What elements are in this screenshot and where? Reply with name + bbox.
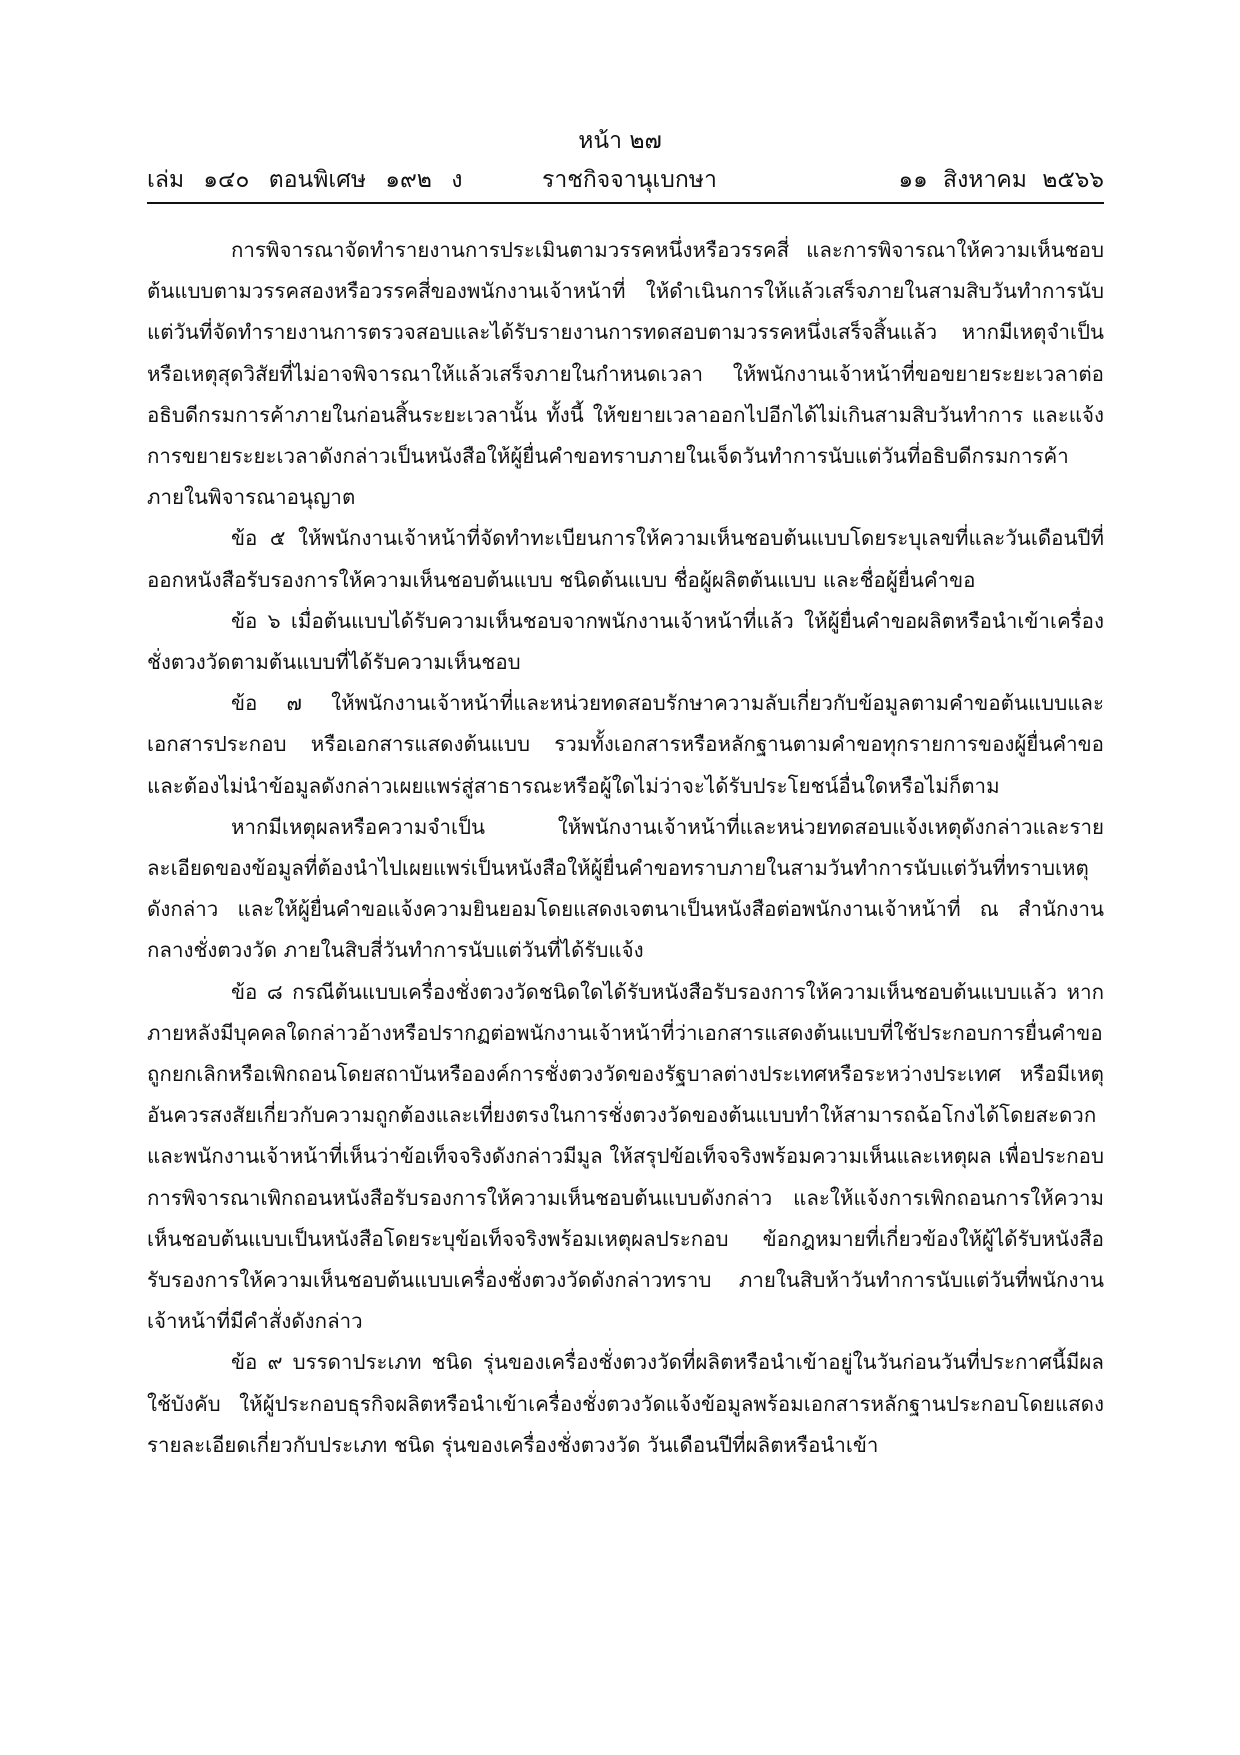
header-divider [147, 202, 1104, 204]
document-body [147, 230, 1104, 1466]
clause-9: ข้อ ๙ บรรดาประเภท ชนิด รุ่นของเครื่องชั่งตวงวัดที่ผลิตหรือนำเข้าอยู่ในวันก่อนวันที่ประกาศนี้มีผลใช้บังคับ ให้ผู้ประกอบธุรกิจผลิตหรือนำเข้าเครื่องชั่งตวงวัดแจ้งข้อมูลพร้อมเอกสารหลักฐานประกอบโดยแสดงรายละเอียดเกี่ยวกับประเภท ชนิด รุ่นของเครื่องชั่งตวงวัด วันเดือนปีที่ผลิตหรือนำเข้า [147, 1350, 1104, 1457]
volume-issue: เล่ม ๑๔๐ ตอนพิเศษ ๑๙๒ ง [147, 167, 463, 193]
gazette-header [147, 164, 1104, 198]
paragraph: การพิจารณาจัดทำรายงานการประเมินตามวรรคหนึ่งหรือวรรคสี่ และการพิจารณาให้ความเห็นชอบต้นแบบตามวรรคสองหรือวรรคสี่ของพนักงานเจ้าหน้าที่ ให้ดำเนินการให้แล้วเสร็จภายในสามสิบวันทำการนับแต่วันที่จัดทำรายงานการตรวจสอบและได้รับรายงานการทดสอบตามวรรคหนึ่งเสร็จสิ้นแล้ว หากมีเหตุจำเป็นหรือเหตุสุดวิสัยที่ไม่อาจพิจารณาให้แล้วเสร็จภายในกำหนดเวลา ให้พนักงานเจ้าหน้าที่ขอขยายระยะเวลาต่ออธิบดีกรมการค้าภายในก่อนสิ้นระยะเวลานั้น ทั้งนี้ ให้ขยายเวลาออกไปอีกได้ไม่เกินสามสิบวันทำการ และแจ้งการขยายระยะเวลาดังกล่าวเป็นหนังสือให้ผู้ยื่นคำขอทราบภายในเจ็ดวันทำการนับแต่วันที่อธิบดีกรมการค้าภายในพิจารณาอนุญาต [147, 238, 1104, 510]
publication-title: ราชกิจจานุเบกษา [542, 167, 717, 193]
clause-5: ข้อ ๕ ให้พนักงานเจ้าหน้าที่จัดทำทะเบียนการให้ความเห็นชอบต้นแบบโดยระบุเลขที่และวันเดือนปีที่ออกหนังสือรับรองการให้ความเห็นชอบต้นแบบ ชนิดต้นแบบ ชื่อผู้ผลิตต้นแบบ และชื่อผู้ยื่นคำขอ [147, 526, 1104, 592]
publication-date: ๑๑ สิงหาคม ๒๕๖๖ [898, 167, 1104, 193]
clause-6: ข้อ ๖ เมื่อต้นแบบได้รับความเห็นชอบจากพนักงานเจ้าหน้าที่แล้ว ให้ผู้ยื่นคำขอผลิตหรือนำเข้าเครื่องชั่งตวงวัดตามต้นแบบที่ได้รับความเห็นชอบ [147, 608, 1104, 675]
clause-7: ข้อ ๗ ให้พนักงานเจ้าหน้าที่และหน่วยทดสอบรักษาความลับเกี่ยวกับข้อมูลตามคำขอต้นแบบและเอกสารประกอบ หรือเอกสารแสดงต้นแบบ รวมทั้งเอกสารหรือหลักฐานตามคำขอทุกรายการของผู้ยื่นคำขอและต้องไม่นำข้อมูลดังกล่าวเผยแพร่สู่สาธารณะหรือผู้ใดไม่ว่าจะได้รับประโยชน์อื่นใดหรือไม่ก็ตาม [147, 691, 1104, 798]
page-number: หน้า ๒๗ [578, 128, 662, 154]
clause-8: ข้อ ๘ กรณีต้นแบบเครื่องชั่งตวงวัดชนิดใดได้รับหนังสือรับรองการให้ความเห็นชอบต้นแบบแล้ว หากภายหลังมีบุคคลใดกล่าวอ้างหรือปรากฏต่อพนักงานเจ้าหน้าที่ว่าเอกสารแสดงต้นแบบที่ใช้ประกอบการยื่นคำขอถูกยกเลิกหรือเพิกถอนโดยสถาบันหรือองค์การชั่งตวงวัดของรัฐบาลต่างประเทศหรือระหว่างประเทศ หรือมีเหตุอันควรสงสัยเกี่ยวกับความถูกต้องและเที่ยงตรงในการชั่งตวงวัดของต้นแบบทำให้สามารถฉ้อโกงได้โดยสะดวก และพนักงานเจ้าหน้าที่เห็นว่าข้อเท็จจริงดังกล่าวมีมูล ให้สรุปข้อเท็จจริงพร้อมความเห็นและเหตุผล เพื่อประกอบการพิจารณาเพิกถอนหนังสือรับรองการให้ความเห็นชอบต้นแบบดังกล่าว และให้แจ้งการเพิกถอนการให้ความเห็นชอบต้นแบบเป็นหนังสือโดยระบุข้อเท็จจริงพร้อมเหตุผลประกอบ ข้อกฎหมายที่เกี่ยวข้องให้ผู้ได้รับหนังสือรับรองการให้ความเห็นชอบต้นแบบเครื่องชั่งตวงวัดดังกล่าวทราบ ภายในสิบห้าวันทำการนับแต่วันที่พนักงานเจ้าหน้าที่มีคำสั่งดังกล่าว [147, 979, 1104, 1334]
paragraph: หากมีเหตุผลหรือความจำเป็น ให้พนักงานเจ้าหน้าที่และหน่วยทดสอบแจ้งเหตุดังกล่าวและรายละเอียดของข้อมูลที่ต้องนำไปเผยแพร่เป็นหนังสือให้ผู้ยื่นคำขอทราบภายในสามวันทำการนับแต่วันที่ทราบเหตุดังกล่าว และให้ผู้ยื่นคำขอแจ้งความยินยอมโดยแสดงเจตนาเป็นหนังสือต่อพนักงานเจ้าหน้าที่ ณ สำนักงานกลางชั่งตวงวัด ภายในสิบสี่วันทำการนับแต่วันที่ได้รับแจ้ง [147, 814, 1104, 963]
